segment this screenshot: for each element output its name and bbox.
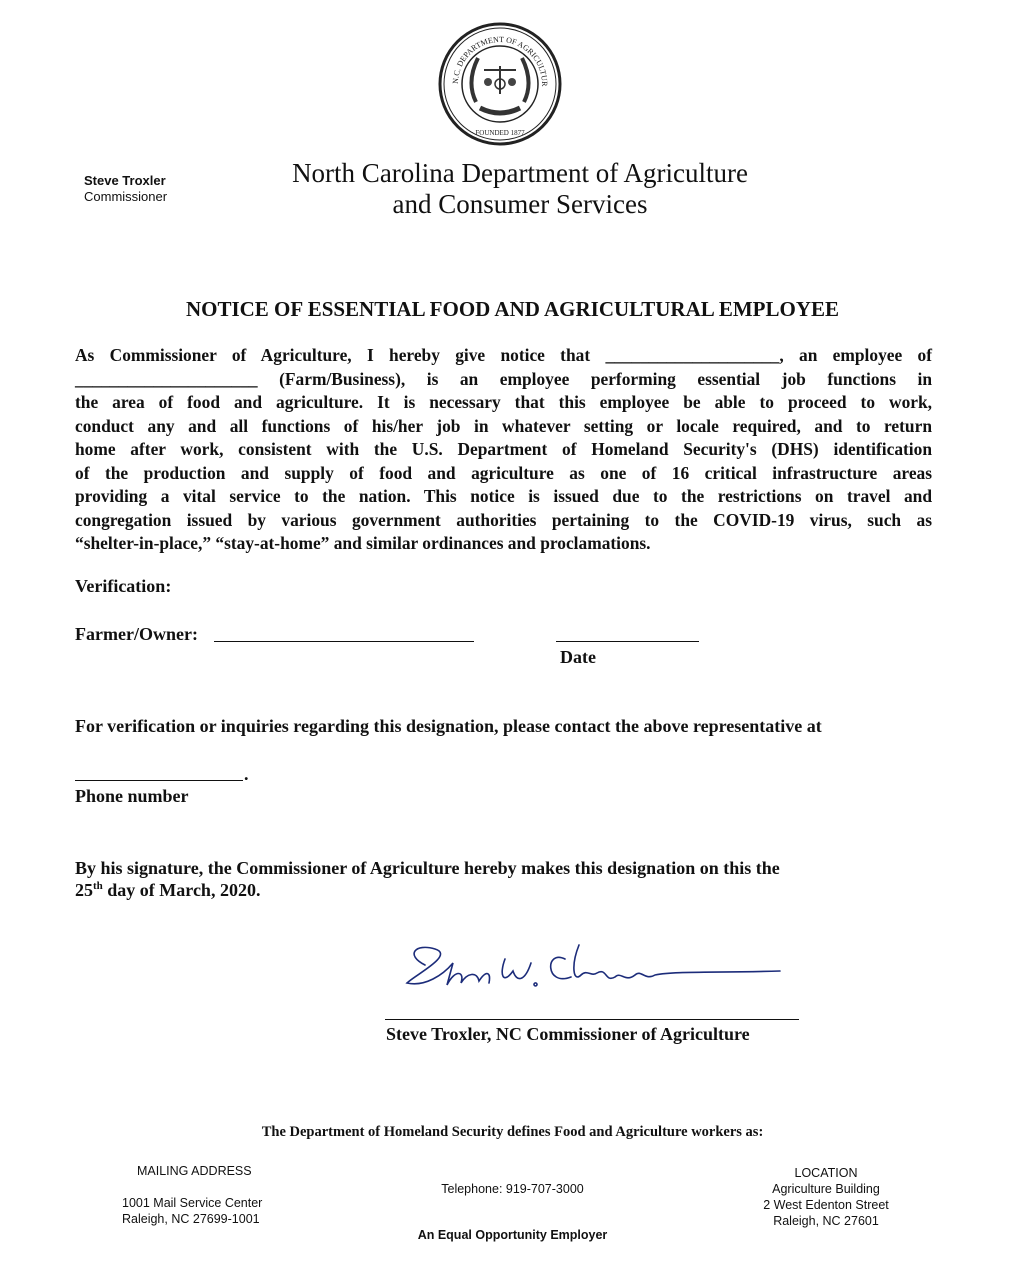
body-line: of the production and supply of food and agriculture as one of 16 critical infrastructure areas [75,462,932,483]
department-name [250,158,790,220]
farmer-owner-signature-line[interactable] [214,641,474,642]
mailing-address-heading: MAILING ADDRESS [137,1164,252,1178]
equal-opportunity-employer: An Equal Opportunity Employer [417,1228,608,1242]
department-seal [436,22,564,146]
notice-title: NOTICE OF ESSENTIAL FOOD AND AGRICULTURAL EMPLOYEE [185,297,840,321]
phone-number-line[interactable] [75,780,243,781]
signature-line [385,1019,799,1020]
body-line: home after work, consistent with the U.S. Department of Homeland Security's (DHS) identification [75,439,932,459]
body-line: As Commissioner of Agriculture, I hereby give notice that ____________________, an employee of [75,345,932,365]
notice-body [75,344,932,556]
commissioner-name: Steve Troxler [84,173,166,188]
mailing-line-2: Raleigh, NC 27699-1001 [122,1212,260,1226]
body-line: the area of food and agriculture. It is necessary that this employee be able to proceed to work, [75,392,932,412]
designation-line-1: By his signature, the Commissioner of Agriculture hereby makes this designation on this the [75,858,780,878]
department-line-1: North Carolina Department of Agriculture [292,158,748,188]
commissioner-block [84,173,167,205]
designation-date-rest: day of March, 2020. [102,880,261,900]
location-heading: LOCATION [794,1166,858,1180]
designation-day-suffix: th [93,880,103,892]
body-line: providing a vital service to the nation. This notice is issued due to the restrictions on travel and [75,486,932,506]
mailing-address [122,1195,262,1227]
farmer-owner-label: Farmer/Owner: [75,624,198,644]
body-line: “shelter-in-place,” “stay-at-home” and similar ordinances and proclamations. [75,533,651,553]
date-line[interactable] [556,641,699,642]
designation-day: 25 [75,880,93,900]
svg-text:N.C. DEPARTMENT OF AGRICULTURE: N.C. DEPARTMENT OF AGRICULTUR [450,34,550,87]
inquiry-text: For verification or inquiries regarding this designation, please contact the above representative at [75,716,822,736]
location-line-1: Agriculture Building [772,1182,880,1196]
location-line-3: Raleigh, NC 27601 [773,1214,879,1228]
commissioner-signature [395,935,785,1005]
body-line: conduct any and all functions of his/her job in whatever setting or locale required, and to return [75,415,932,436]
svg-text:· FOUNDED 1877 ·: · FOUNDED 1877 · [471,129,529,137]
telephone: Telephone: 919-707-3000 [441,1182,584,1196]
date-label: Date [560,647,596,667]
location-line-2: 2 West Edenton Street [763,1198,889,1212]
location-address [740,1165,912,1229]
body-line: congregation issued by various government authorities pertaining to the COVID-19 virus, such as [75,509,932,530]
mailing-line-1: 1001 Mail Service Center [122,1196,263,1210]
phone-number-label: Phone number [75,786,189,806]
designation-line-2 [75,880,260,901]
department-line-2: and Consumer Services [392,189,648,219]
period: . [244,764,249,784]
body-line: _____________________ (Farm/Business), is an employee performing essential job functions in [75,368,932,389]
verification-heading: Verification: [75,576,172,596]
signer-name: Steve Troxler, NC Commissioner of Agriculture [386,1024,750,1044]
commissioner-title: Commissioner [84,189,168,204]
dhs-note: The Department of Homeland Security defines Food and Agriculture workers as: [261,1124,764,1140]
